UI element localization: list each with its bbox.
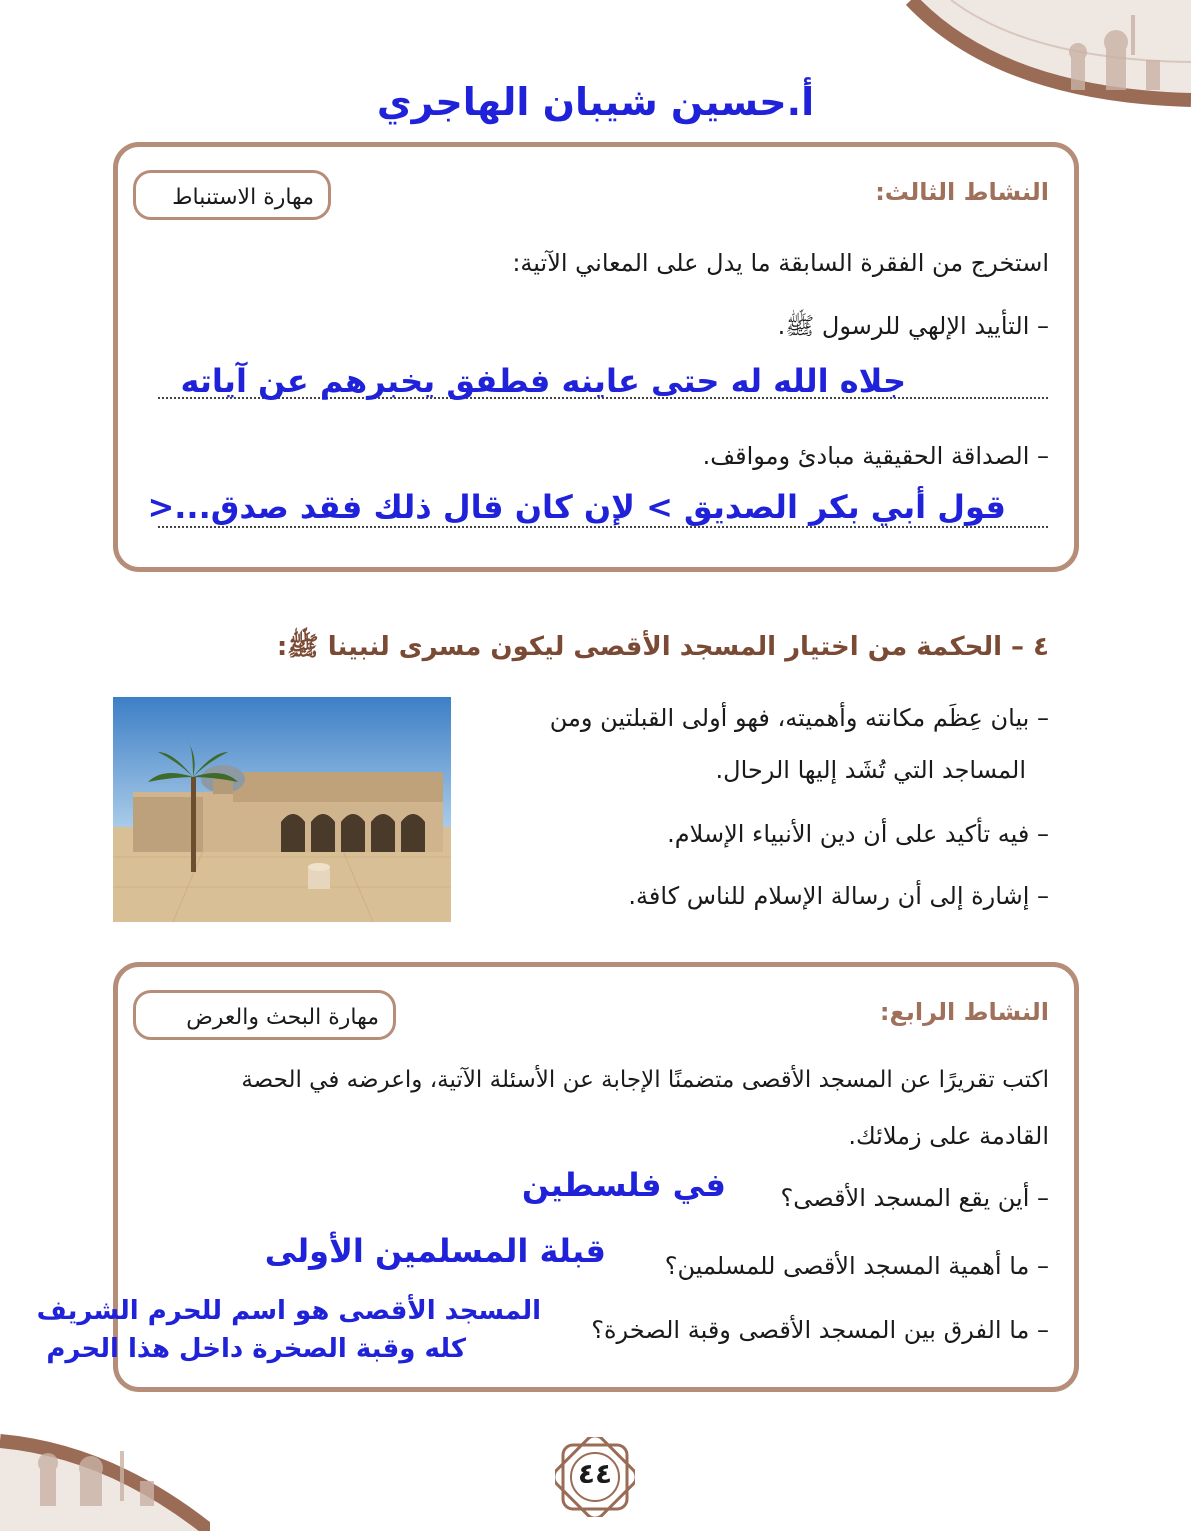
section-four-bullet-1-continued: المساجد التي تُشَد إليها الرحال. [715,756,1026,784]
question-2: – ما أهمية المسجد الأقصى للمسلمين؟ [664,1252,1049,1280]
question-1: – أين يقع المسجد الأقصى؟ [780,1184,1049,1212]
activity-three-item-1: – التأييد الإلهي للرسول ﷺ. [777,312,1049,340]
activity-three-instruction: استخرج من الفقرة السابقة ما يدل على المعاني الآتية: [512,249,1049,277]
page-number: ٤٤ [577,1457,613,1490]
section-four-heading: ٤ – الحكمة من اختيار المسجد الأقصى ليكون مسرى لنبينا ﷺ: [276,632,1049,662]
author-title: أ.حسين شيبان الهاجري [376,80,815,124]
handwritten-answer-q3-line-2: كله وقبة الصخرة داخل هذا الحرم [46,1334,466,1364]
al-aqsa-mosque-photo [113,697,451,922]
skill-tag-research: مهارة البحث والعرض [133,990,396,1040]
section-four-bullet-2: – فيه تأكيد على أن دين الأنبياء الإسلام. [667,820,1049,848]
skill-tag-deduction: مهارة الاستنباط [133,170,331,220]
handwritten-answer-q2: قبلة المسلمين الأولى [264,1232,606,1270]
section-four-bullet-3: – إشارة إلى أن رسالة الإسلام للناس كافة. [628,882,1049,910]
answer-line [158,526,1048,528]
handwritten-answer-q3-line-1: المسجد الأقصى هو اسم للحرم الشريف [36,1296,541,1326]
activity-three-item-2: – الصداقة الحقيقية مبادئ ومواقف. [702,442,1049,470]
activity-three-title: النشاط الثالث: [875,178,1049,206]
activity-four-instruction-continued: القادمة على زملائك. [848,1122,1049,1150]
handwritten-answer-2: قول أبي بكر الصديق > لإن كان قال ذلك فقد صدق...< [147,488,1006,526]
decorative-corner-ornament-bottom [0,1411,210,1531]
activity-four-title: النشاط الرابع: [879,998,1049,1026]
section-four-bullet-1: – بيان عِظَم مكانته وأهميته، فهو أولى القبلتين ومن [549,704,1049,732]
handwritten-answer-1: جلاه الله له حتى عاينه فطفق يخبرهم عن آياته [180,362,906,400]
handwritten-answer-q1: في فلسطين [521,1166,726,1204]
question-3: – ما الفرق بين المسجد الأقصى وقبة الصخرة؟ [591,1316,1049,1344]
page-number-badge [555,1437,635,1517]
activity-four-instruction: اكتب تقريرًا عن المسجد الأقصى متضمنًا الإجابة عن الأسئلة الآتية، واعرضه في الحصة [241,1067,1049,1093]
